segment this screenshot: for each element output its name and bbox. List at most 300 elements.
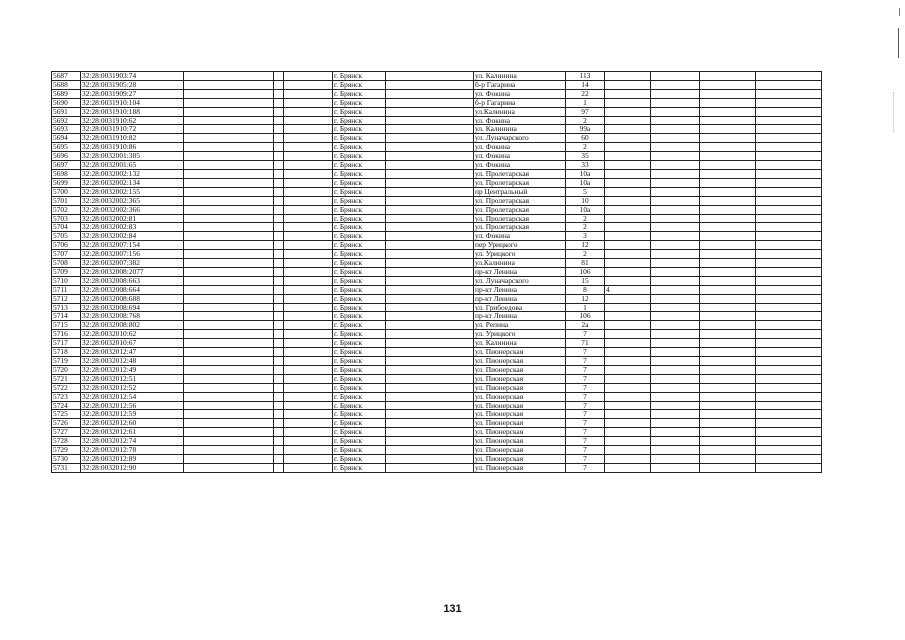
table-row xyxy=(52,321,822,330)
scan-artifact xyxy=(893,92,900,132)
row-number-cell: 5704 xyxy=(52,223,81,232)
empty-cell xyxy=(284,223,333,232)
row-number-cell: 5695 xyxy=(52,143,81,152)
street-cell: ул. Пролетарская xyxy=(474,196,566,205)
empty-cell xyxy=(386,285,474,294)
cadastral-number-cell: 32:28:0032010:62 xyxy=(81,330,184,339)
empty-cell xyxy=(184,214,274,223)
empty-cell xyxy=(651,169,700,178)
empty-cell xyxy=(700,446,756,455)
street-cell: ул. Фокина xyxy=(474,89,566,98)
empty-cell xyxy=(651,267,700,276)
row-number-cell: 5712 xyxy=(52,294,81,303)
extra-cell xyxy=(605,232,651,241)
empty-cell xyxy=(756,232,822,241)
table-row xyxy=(52,383,822,392)
cadastral-number-cell: 32:28:0032012:52 xyxy=(81,383,184,392)
empty-cell xyxy=(700,259,756,268)
table-row xyxy=(52,72,822,81)
city-cell: г. Брянск xyxy=(333,259,386,268)
empty-cell xyxy=(756,437,822,446)
empty-cell xyxy=(184,321,274,330)
empty-cell xyxy=(756,454,822,463)
empty-cell xyxy=(284,428,333,437)
empty-cell xyxy=(284,250,333,259)
extra-cell xyxy=(605,169,651,178)
empty-cell xyxy=(184,161,274,170)
street-cell: ул. Пионерская xyxy=(474,446,566,455)
street-cell: ул. Луначарского xyxy=(474,276,566,285)
street-cell: б-р Гагарина xyxy=(474,80,566,89)
cadastral-number-cell: 32:28:0032012:56 xyxy=(81,401,184,410)
empty-cell xyxy=(284,80,333,89)
empty-cell xyxy=(700,330,756,339)
empty-cell xyxy=(184,241,274,250)
city-cell: г. Брянск xyxy=(333,428,386,437)
empty-cell xyxy=(651,250,700,259)
extra-cell xyxy=(605,437,651,446)
empty-cell xyxy=(184,294,274,303)
city-cell: г. Брянск xyxy=(333,178,386,187)
extra-cell xyxy=(605,374,651,383)
row-number-cell: 5703 xyxy=(52,214,81,223)
cadastral-number-cell: 32:28:0031905:28 xyxy=(81,80,184,89)
city-cell: г. Брянск xyxy=(333,205,386,214)
table-row xyxy=(52,454,822,463)
empty-cell xyxy=(184,276,274,285)
empty-cell xyxy=(184,428,274,437)
empty-cell xyxy=(651,392,700,401)
empty-cell xyxy=(700,365,756,374)
street-cell: ул.Калинина xyxy=(474,259,566,268)
city-cell: г. Брянск xyxy=(333,161,386,170)
street-cell: ул. Луначарского xyxy=(474,134,566,143)
city-cell: г. Брянск xyxy=(333,383,386,392)
empty-cell xyxy=(756,259,822,268)
street-cell: ул. Грибоедова xyxy=(474,303,566,312)
row-number-cell: 5730 xyxy=(52,454,81,463)
street-cell: ул. Пионерская xyxy=(474,454,566,463)
row-number-cell: 5689 xyxy=(52,89,81,98)
city-cell: г. Брянск xyxy=(333,294,386,303)
extra-cell xyxy=(605,454,651,463)
table-row xyxy=(52,374,822,383)
cadastral-number-cell: 32:28:0032008:663 xyxy=(81,276,184,285)
extra-cell xyxy=(605,152,651,161)
table-row xyxy=(52,250,822,259)
empty-cell xyxy=(284,294,333,303)
empty-cell xyxy=(651,321,700,330)
empty-cell xyxy=(274,134,284,143)
empty-cell xyxy=(651,446,700,455)
extra-cell xyxy=(605,365,651,374)
extra-cell xyxy=(605,259,651,268)
empty-cell xyxy=(274,463,284,472)
street-cell: ул. Фокина xyxy=(474,161,566,170)
cadastral-number-cell: 32:28:0032001:65 xyxy=(81,161,184,170)
empty-cell xyxy=(274,294,284,303)
row-number-cell: 5719 xyxy=(52,357,81,366)
row-number-cell: 5693 xyxy=(52,125,81,134)
row-number-cell: 5715 xyxy=(52,321,81,330)
street-cell: ул. Пионерская xyxy=(474,437,566,446)
empty-cell xyxy=(700,303,756,312)
house-number-cell: 71 xyxy=(566,339,605,348)
house-number-cell: 8 xyxy=(566,285,605,294)
row-number-cell: 5716 xyxy=(52,330,81,339)
empty-cell xyxy=(651,312,700,321)
extra-cell xyxy=(605,80,651,89)
empty-cell xyxy=(386,205,474,214)
table-row xyxy=(52,312,822,321)
table-row xyxy=(52,232,822,241)
house-number-cell: 7 xyxy=(566,446,605,455)
empty-cell xyxy=(274,401,284,410)
extra-cell xyxy=(605,330,651,339)
empty-cell xyxy=(274,72,284,81)
row-number-cell: 5725 xyxy=(52,410,81,419)
extra-cell xyxy=(605,463,651,472)
empty-cell xyxy=(756,463,822,472)
empty-cell xyxy=(386,89,474,98)
cadastral-number-cell: 32:28:0032012:59 xyxy=(81,410,184,419)
empty-cell xyxy=(184,339,274,348)
extra-cell xyxy=(605,267,651,276)
empty-cell xyxy=(274,410,284,419)
empty-cell xyxy=(274,419,284,428)
house-number-cell: 7 xyxy=(566,330,605,339)
empty-cell xyxy=(274,241,284,250)
table-row xyxy=(52,107,822,116)
city-cell: г. Брянск xyxy=(333,410,386,419)
row-number-cell: 5714 xyxy=(52,312,81,321)
empty-cell xyxy=(756,196,822,205)
table-row xyxy=(52,169,822,178)
city-cell: г. Брянск xyxy=(333,339,386,348)
empty-cell xyxy=(756,401,822,410)
empty-cell xyxy=(651,285,700,294)
empty-cell xyxy=(651,107,700,116)
empty-cell xyxy=(651,232,700,241)
city-cell: г. Брянск xyxy=(333,89,386,98)
table-row xyxy=(52,267,822,276)
table-row xyxy=(52,241,822,250)
empty-cell xyxy=(756,303,822,312)
empty-cell xyxy=(756,312,822,321)
empty-cell xyxy=(700,107,756,116)
row-number-cell: 5701 xyxy=(52,196,81,205)
empty-cell xyxy=(386,339,474,348)
street-cell: ул. Пролетарская xyxy=(474,205,566,214)
empty-cell xyxy=(651,214,700,223)
empty-cell xyxy=(700,383,756,392)
empty-cell xyxy=(651,98,700,107)
empty-cell xyxy=(386,80,474,89)
empty-cell xyxy=(184,267,274,276)
empty-cell xyxy=(700,178,756,187)
table-row xyxy=(52,348,822,357)
empty-cell xyxy=(284,196,333,205)
extra-cell xyxy=(605,98,651,107)
empty-cell xyxy=(386,116,474,125)
city-cell: г. Брянск xyxy=(333,419,386,428)
extra-cell xyxy=(605,446,651,455)
empty-cell xyxy=(386,223,474,232)
cadastral-number-cell: 32:28:0032012:89 xyxy=(81,454,184,463)
empty-cell xyxy=(700,72,756,81)
empty-cell xyxy=(651,80,700,89)
empty-cell xyxy=(651,196,700,205)
empty-cell xyxy=(700,161,756,170)
street-cell: ул. Фокина xyxy=(474,232,566,241)
empty-cell xyxy=(386,383,474,392)
empty-cell xyxy=(756,410,822,419)
street-cell: пр-кт Ленина xyxy=(474,294,566,303)
house-number-cell: 106 xyxy=(566,267,605,276)
empty-cell xyxy=(284,169,333,178)
empty-cell xyxy=(274,161,284,170)
cadastral-number-cell: 32:28:0031903:74 xyxy=(81,72,184,81)
table-row xyxy=(52,446,822,455)
empty-cell xyxy=(386,294,474,303)
table-row xyxy=(52,161,822,170)
empty-cell xyxy=(184,196,274,205)
empty-cell xyxy=(184,107,274,116)
row-number-cell: 5702 xyxy=(52,205,81,214)
empty-cell xyxy=(756,294,822,303)
empty-cell xyxy=(756,169,822,178)
empty-cell xyxy=(700,294,756,303)
empty-cell xyxy=(386,178,474,187)
house-number-cell: 2 xyxy=(566,116,605,125)
empty-cell xyxy=(386,98,474,107)
empty-cell xyxy=(700,250,756,259)
empty-cell xyxy=(700,80,756,89)
cadastral-number-cell: 32:28:0032002:134 xyxy=(81,178,184,187)
registry-sheet xyxy=(51,71,821,473)
empty-cell xyxy=(184,303,274,312)
empty-cell xyxy=(700,321,756,330)
empty-cell xyxy=(651,348,700,357)
city-cell: г. Брянск xyxy=(333,152,386,161)
extra-cell xyxy=(605,241,651,250)
empty-cell xyxy=(284,107,333,116)
empty-cell xyxy=(274,437,284,446)
city-cell: г. Брянск xyxy=(333,365,386,374)
empty-cell xyxy=(386,276,474,285)
cadastral-number-cell: 32:28:0032001:385 xyxy=(81,152,184,161)
empty-cell xyxy=(651,374,700,383)
empty-cell xyxy=(386,241,474,250)
empty-cell xyxy=(651,178,700,187)
city-cell: г. Брянск xyxy=(333,232,386,241)
empty-cell xyxy=(284,214,333,223)
empty-cell xyxy=(756,241,822,250)
empty-cell xyxy=(651,125,700,134)
extra-cell xyxy=(605,321,651,330)
empty-cell xyxy=(274,339,284,348)
empty-cell xyxy=(651,72,700,81)
empty-cell xyxy=(184,134,274,143)
empty-cell xyxy=(184,80,274,89)
extra-cell xyxy=(605,214,651,223)
empty-cell xyxy=(284,463,333,472)
cadastral-number-cell: 32:28:0032007:154 xyxy=(81,241,184,250)
empty-cell xyxy=(274,365,284,374)
empty-cell xyxy=(386,446,474,455)
extra-cell xyxy=(605,205,651,214)
house-number-cell: 7 xyxy=(566,437,605,446)
cadastral-number-cell: 32:28:0032002:81 xyxy=(81,214,184,223)
empty-cell xyxy=(274,250,284,259)
city-cell: г. Брянск xyxy=(333,125,386,134)
extra-cell xyxy=(605,357,651,366)
empty-cell xyxy=(274,374,284,383)
empty-cell xyxy=(651,437,700,446)
empty-cell xyxy=(274,303,284,312)
table-row xyxy=(52,437,822,446)
house-number-cell: 99а xyxy=(566,125,605,134)
empty-cell xyxy=(700,285,756,294)
empty-cell xyxy=(184,223,274,232)
extra-cell xyxy=(605,178,651,187)
empty-cell xyxy=(284,152,333,161)
street-cell: ул. Пионерская xyxy=(474,348,566,357)
table-row xyxy=(52,125,822,134)
empty-cell xyxy=(386,392,474,401)
empty-cell xyxy=(274,152,284,161)
city-cell: г. Брянск xyxy=(333,241,386,250)
empty-cell xyxy=(284,365,333,374)
row-number-cell: 5731 xyxy=(52,463,81,472)
empty-cell xyxy=(386,134,474,143)
street-cell: ул. Пионерская xyxy=(474,410,566,419)
empty-cell xyxy=(700,463,756,472)
empty-cell xyxy=(386,348,474,357)
empty-cell xyxy=(700,437,756,446)
extra-cell xyxy=(605,410,651,419)
empty-cell xyxy=(700,454,756,463)
empty-cell xyxy=(274,178,284,187)
empty-cell xyxy=(184,98,274,107)
empty-cell xyxy=(756,152,822,161)
cadastral-number-cell: 32:28:0032010:67 xyxy=(81,339,184,348)
extra-cell xyxy=(605,419,651,428)
city-cell: г. Брянск xyxy=(333,437,386,446)
empty-cell xyxy=(274,205,284,214)
city-cell: г. Брянск xyxy=(333,454,386,463)
row-number-cell: 5698 xyxy=(52,169,81,178)
table-row xyxy=(52,357,822,366)
empty-cell xyxy=(756,428,822,437)
empty-cell xyxy=(700,312,756,321)
empty-cell xyxy=(284,419,333,428)
street-cell: ул. Пионерская xyxy=(474,383,566,392)
street-cell: ул. Урицкого xyxy=(474,250,566,259)
empty-cell xyxy=(184,437,274,446)
city-cell: г. Брянск xyxy=(333,214,386,223)
house-number-cell: 7 xyxy=(566,383,605,392)
empty-cell xyxy=(284,116,333,125)
street-cell: ул. Калинина xyxy=(474,125,566,134)
cadastral-number-cell: 32:28:0032008:694 xyxy=(81,303,184,312)
empty-cell xyxy=(700,392,756,401)
empty-cell xyxy=(284,241,333,250)
empty-cell xyxy=(274,392,284,401)
empty-cell xyxy=(700,187,756,196)
empty-cell xyxy=(184,72,274,81)
empty-cell xyxy=(184,312,274,321)
empty-cell xyxy=(386,187,474,196)
registry-table xyxy=(51,71,822,473)
cadastral-number-cell: 32:28:0031910:62 xyxy=(81,116,184,125)
row-number-cell: 5721 xyxy=(52,374,81,383)
house-number-cell: 7 xyxy=(566,392,605,401)
empty-cell xyxy=(386,214,474,223)
empty-cell xyxy=(284,321,333,330)
house-number-cell: 1 xyxy=(566,303,605,312)
empty-cell xyxy=(756,125,822,134)
empty-cell xyxy=(274,276,284,285)
empty-cell xyxy=(284,446,333,455)
empty-cell xyxy=(651,241,700,250)
empty-cell xyxy=(184,125,274,134)
cadastral-number-cell: 32:28:0032012:61 xyxy=(81,428,184,437)
house-number-cell: 7 xyxy=(566,348,605,357)
empty-cell xyxy=(386,374,474,383)
empty-cell xyxy=(651,294,700,303)
house-number-cell: 60 xyxy=(566,134,605,143)
empty-cell xyxy=(756,107,822,116)
empty-cell xyxy=(651,419,700,428)
empty-cell xyxy=(274,321,284,330)
empty-cell xyxy=(756,285,822,294)
street-cell: ул. Пролетарская xyxy=(474,178,566,187)
empty-cell xyxy=(756,419,822,428)
empty-cell xyxy=(284,437,333,446)
row-number-cell: 5726 xyxy=(52,419,81,428)
registry-table-body xyxy=(52,72,822,473)
street-cell: ул. Урицкого xyxy=(474,330,566,339)
empty-cell xyxy=(756,89,822,98)
empty-cell xyxy=(386,437,474,446)
table-row xyxy=(52,276,822,285)
empty-cell xyxy=(756,267,822,276)
empty-cell xyxy=(284,134,333,143)
table-row xyxy=(52,205,822,214)
row-number-cell: 5720 xyxy=(52,365,81,374)
empty-cell xyxy=(184,348,274,357)
city-cell: г. Брянск xyxy=(333,267,386,276)
empty-cell xyxy=(284,312,333,321)
empty-cell xyxy=(284,357,333,366)
house-number-cell: 33 xyxy=(566,161,605,170)
cadastral-number-cell: 32:28:0032012:51 xyxy=(81,374,184,383)
empty-cell xyxy=(651,339,700,348)
extra-cell xyxy=(605,401,651,410)
house-number-cell: 10 xyxy=(566,196,605,205)
empty-cell xyxy=(184,205,274,214)
extra-cell xyxy=(605,303,651,312)
cadastral-number-cell: 32:28:0031909:27 xyxy=(81,89,184,98)
empty-cell xyxy=(700,410,756,419)
row-number-cell: 5713 xyxy=(52,303,81,312)
empty-cell xyxy=(756,143,822,152)
cadastral-number-cell: 32:28:0032002:366 xyxy=(81,205,184,214)
empty-cell xyxy=(386,419,474,428)
extra-cell xyxy=(605,72,651,81)
empty-cell xyxy=(386,365,474,374)
